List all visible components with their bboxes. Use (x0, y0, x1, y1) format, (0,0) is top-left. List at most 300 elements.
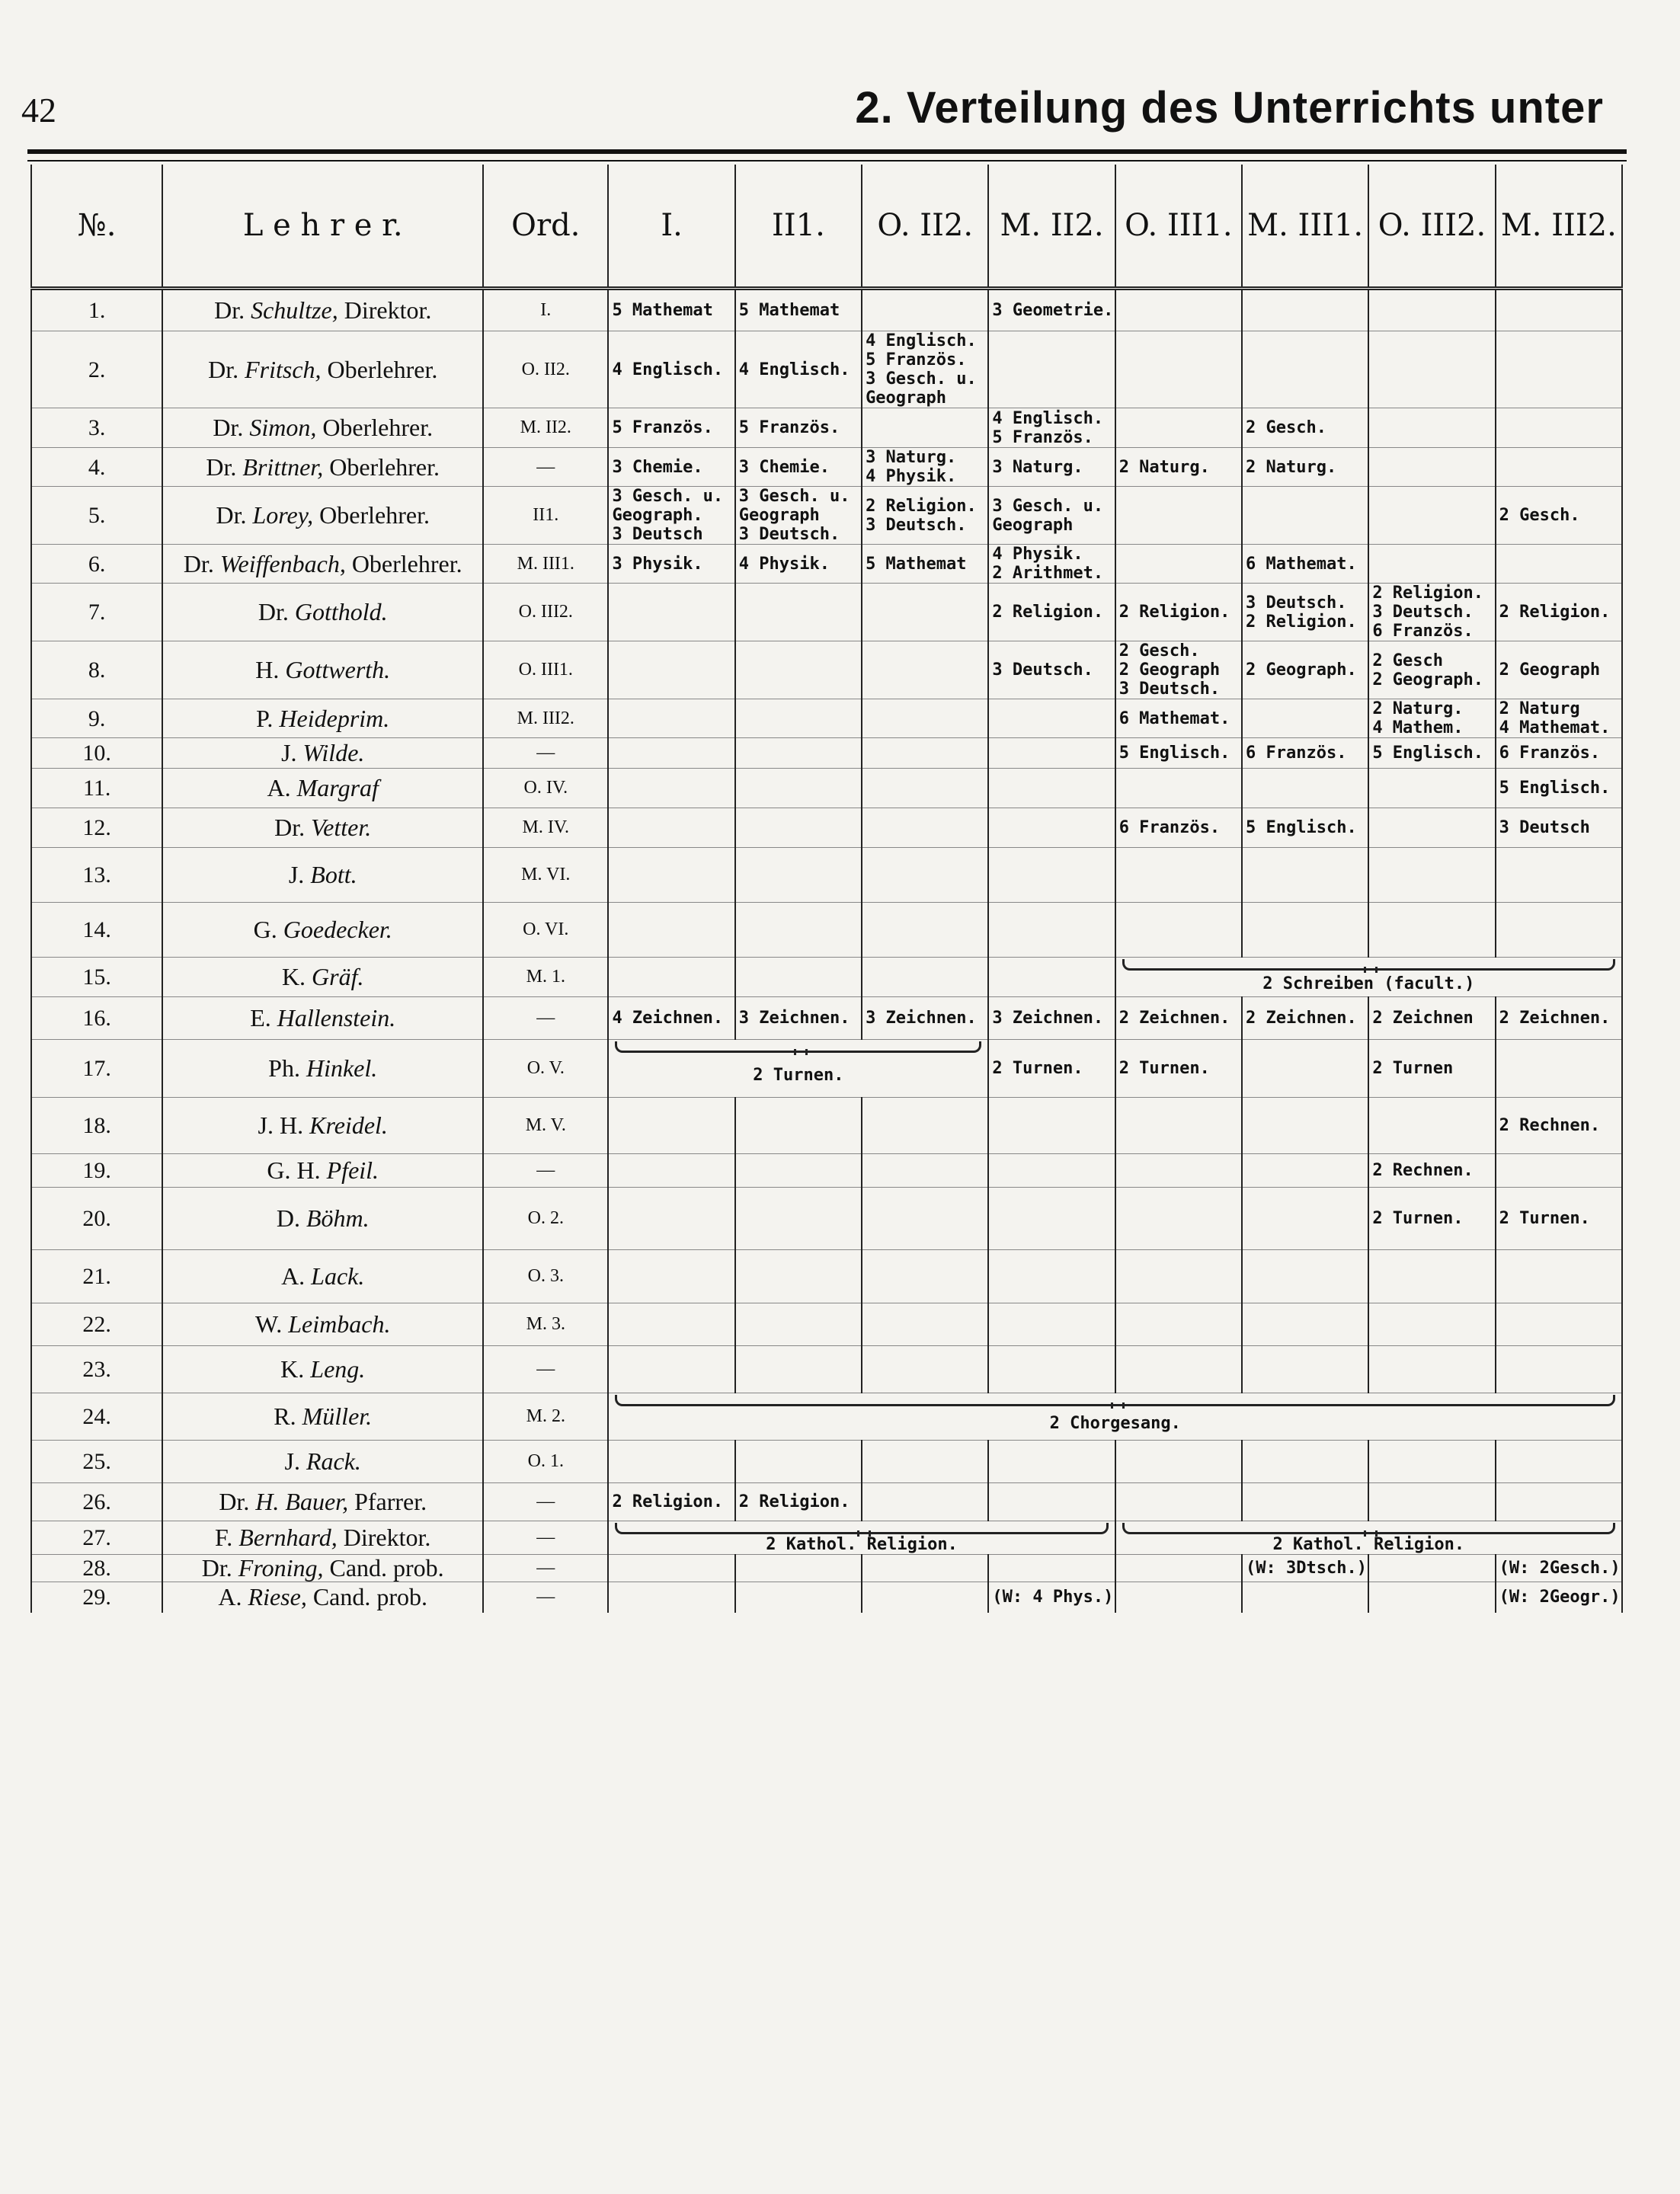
cell-line: 5 Mathemat (738, 301, 840, 320)
teacher-name: Margraf (296, 774, 379, 801)
cell-line: 4 Mathemat. (1499, 718, 1611, 737)
lesson-cell (1115, 1040, 1242, 1098)
header-rule-thin (27, 160, 1627, 162)
table-row (31, 738, 1622, 769)
lesson-cell (988, 1555, 1115, 1582)
table-row (31, 331, 1622, 408)
teacher-prefix: G. H. (267, 1156, 327, 1184)
cell-line: 2 Religion. (612, 1492, 724, 1511)
cell-line: (W: 2Gesch.) (1499, 1559, 1621, 1578)
cell-line: 9. (88, 705, 106, 731)
lesson-cell (1242, 997, 1368, 1040)
cell-line: O. 3. (527, 1266, 564, 1286)
cell-line: (W: 2Geogr.) (1499, 1588, 1621, 1607)
cell-line: 3 Deutsch. (992, 660, 1093, 680)
shared-lesson (608, 1393, 1622, 1441)
cell-line: (W: 3Dtsch.) (1246, 1559, 1367, 1578)
lesson-cell (1115, 408, 1242, 448)
lesson-cell (862, 1188, 988, 1250)
lesson-cell (988, 769, 1115, 808)
lesson-cell (862, 487, 988, 545)
teacher-prefix: A. (218, 1583, 248, 1611)
cell-line: 2 Geograph. (1372, 670, 1484, 689)
lesson-cell (1496, 408, 1622, 448)
lesson-cell (608, 699, 734, 738)
lesson-cell (988, 331, 1115, 408)
ordinariat (483, 1098, 608, 1154)
cell-line: 6 Französ. (1118, 818, 1221, 837)
cell-line: 5 Französ. (738, 418, 840, 437)
lesson-cell (1242, 487, 1368, 545)
cell-line: 13. (82, 862, 111, 888)
brace-note: 2 Kathol. Religion. (1272, 1535, 1465, 1554)
cell-line: 2 Naturg. (1372, 699, 1464, 718)
teacher-cell (162, 1346, 483, 1393)
table-row (31, 289, 1622, 331)
col-c7: O. III2. (1368, 165, 1495, 289)
lesson-cell (1242, 289, 1368, 331)
row-number (31, 1346, 162, 1393)
cell-line: 14. (82, 917, 111, 942)
cell-line: M. 3. (526, 1314, 565, 1334)
lesson-cell (1242, 641, 1368, 699)
lesson-cell (1368, 997, 1495, 1040)
lesson-cell (1368, 1098, 1495, 1154)
teacher-prefix: J. (288, 861, 311, 888)
lesson-cell (608, 997, 734, 1040)
lesson-cell (862, 769, 988, 808)
ordinariat (483, 1154, 608, 1188)
table-row (31, 1582, 1622, 1613)
lesson-cell (1368, 487, 1495, 545)
lesson-cell (1115, 584, 1242, 641)
lesson-cell (1368, 1154, 1495, 1188)
ordinariat (483, 1346, 608, 1393)
table-row (31, 808, 1622, 848)
teacher-cell (162, 738, 483, 769)
teacher-cell (162, 1483, 483, 1521)
lesson-cell (608, 808, 734, 848)
cell-line: 5 Französ. (866, 350, 967, 369)
cell-line: 4. (88, 454, 106, 480)
lesson-cell (735, 1483, 862, 1521)
lesson-cell (1115, 289, 1242, 331)
lesson-cell (1115, 1582, 1242, 1613)
ordinariat (483, 408, 608, 448)
lesson-cell (1496, 545, 1622, 584)
cell-line: 4 Englisch. (992, 408, 1104, 428)
col-c6: M. III1. (1242, 165, 1368, 289)
cell-line: (W: 4 Phys.) (992, 1588, 1114, 1607)
lesson-cell (735, 641, 862, 699)
table-row (31, 408, 1622, 448)
teacher-prefix: G. (253, 916, 283, 943)
cell-line: — (536, 743, 555, 763)
row-number (31, 1483, 162, 1521)
lesson-cell (988, 1346, 1115, 1393)
lesson-cell (608, 408, 734, 448)
teacher-name: Fritsch, (245, 355, 322, 383)
ordinariat (483, 584, 608, 641)
brace-mid-mark (857, 1530, 871, 1537)
table-row (31, 958, 1622, 997)
lesson-cell (1242, 448, 1368, 487)
ordinariat (483, 641, 608, 699)
shared-lesson (608, 1040, 988, 1098)
teacher-title: Oberlehrer. (345, 549, 462, 577)
row-number (31, 545, 162, 584)
brace-note: 2 Chorgesang. (1049, 1414, 1181, 1433)
teacher-title: Cand. prob. (306, 1583, 428, 1611)
lesson-cell (1496, 1098, 1622, 1154)
cell-line: 3 Deutsch (612, 525, 703, 544)
teacher-name: Riese, (248, 1583, 307, 1611)
lesson-cell (1496, 1346, 1622, 1393)
teacher-cell (162, 1098, 483, 1154)
cell-line: Geograph. (612, 506, 703, 525)
cell-line: 4 Zeichnen. (612, 1009, 724, 1028)
table-row (31, 848, 1622, 903)
cell-line: O. 1. (527, 1451, 564, 1471)
lesson-cell (735, 584, 862, 641)
teacher-name: Goedecker. (283, 916, 392, 943)
cell-line: 6 Mathemat. (1118, 708, 1230, 728)
cell-line: 3 Physik. (612, 554, 703, 574)
cell-line: 10. (82, 740, 111, 766)
row-number (31, 448, 162, 487)
lesson-cell (862, 699, 988, 738)
lesson-cell (1496, 1582, 1622, 1613)
lesson-cell (988, 1188, 1115, 1250)
teacher-prefix: Dr. (183, 549, 220, 577)
lesson-cell (608, 738, 734, 769)
lesson-cell (1368, 1555, 1495, 1582)
row-number (31, 1303, 162, 1346)
lesson-cell (1115, 738, 1242, 769)
cell-line: 3 Chemie. (612, 457, 703, 477)
lesson-cell (862, 545, 988, 584)
lesson-cell (862, 1098, 988, 1154)
ordinariat (483, 1483, 608, 1521)
row-number (31, 289, 162, 331)
cell-line: 28. (82, 1556, 111, 1581)
lesson-cell (608, 1154, 734, 1188)
table-row (31, 1393, 1622, 1441)
cell-line: 3 Deutsch. (1372, 603, 1474, 622)
cell-line: 3 Deutsch. (738, 525, 840, 544)
lesson-cell (608, 1303, 734, 1346)
lesson-cell (735, 1441, 862, 1483)
teacher-prefix: F. (215, 1524, 239, 1551)
table-row (31, 1521, 1622, 1555)
lesson-cell (1496, 769, 1622, 808)
lesson-cell (608, 1098, 734, 1154)
teacher-prefix: Dr. (219, 1488, 256, 1515)
lesson-cell (862, 641, 988, 699)
cell-line: 2 Religion. (866, 496, 977, 516)
lesson-cell (988, 408, 1115, 448)
cell-line: 3 Zeichnen. (866, 1009, 977, 1028)
cell-line: O. V. (526, 1058, 565, 1078)
lesson-cell (1368, 1346, 1495, 1393)
teacher-name: Leng. (310, 1355, 366, 1383)
ordinariat (483, 545, 608, 584)
cell-line: M. 2. (526, 1406, 565, 1426)
lesson-cell (1115, 448, 1242, 487)
lesson-cell (1368, 738, 1495, 769)
cell-line: 3 Chemie. (738, 457, 830, 477)
teacher-name: Gotthold. (294, 598, 388, 625)
cell-line: 2 Geograph. (1246, 660, 1357, 680)
teacher-name: Bernhard, (238, 1524, 338, 1551)
teacher-title: Oberlehrer. (321, 355, 438, 383)
cell-line: 2 Gesch. (1499, 506, 1580, 525)
lesson-cell (988, 1483, 1115, 1521)
cell-line: 2 Zeichnen. (1246, 1009, 1357, 1028)
teacher-prefix: R. (274, 1402, 302, 1430)
lesson-cell (862, 958, 988, 997)
lesson-cell (1115, 997, 1242, 1040)
lesson-cell (735, 997, 862, 1040)
teacher-cell (162, 808, 483, 848)
teacher-name: Simon, (249, 414, 317, 441)
lesson-cell (988, 1582, 1115, 1613)
teacher-name: Heideprim. (279, 704, 390, 732)
cell-line: 6. (88, 551, 106, 577)
shared-lesson (1115, 958, 1622, 997)
lesson-cell (1496, 1441, 1622, 1483)
lesson-cell (1496, 448, 1622, 487)
teacher-name: Lack. (311, 1262, 365, 1290)
lesson-cell (862, 1250, 988, 1303)
teacher-name: Böhm. (306, 1204, 370, 1232)
cell-line: — (536, 1492, 555, 1511)
cell-line: — (536, 456, 555, 477)
teacher-title: Oberlehrer. (323, 453, 440, 481)
lesson-cell (1496, 903, 1622, 958)
teacher-prefix: W. (254, 1310, 289, 1338)
teacher-cell (162, 1303, 483, 1346)
teacher-prefix: D. (276, 1204, 306, 1232)
lesson-cell (735, 448, 862, 487)
lesson-cell (1242, 1098, 1368, 1154)
teacher-name: Müller. (302, 1402, 373, 1430)
cell-line: 2 Naturg. (1246, 457, 1337, 477)
lesson-cell (735, 738, 862, 769)
lesson-cell (735, 1346, 862, 1393)
lesson-cell (608, 1555, 734, 1582)
teacher-prefix: Dr. (213, 414, 250, 441)
lesson-cell (608, 1188, 734, 1250)
teacher-prefix: J. (284, 1447, 306, 1475)
cell-line: 3 Gesch. u. (612, 487, 724, 506)
cell-line: 3 Gesch. u. (866, 369, 977, 389)
teacher-cell (162, 641, 483, 699)
teacher-prefix: K. (281, 963, 312, 990)
teacher-cell (162, 958, 483, 997)
cell-line: 5 Mathemat (866, 554, 967, 574)
cell-line: 5 Französ. (992, 427, 1093, 447)
lesson-cell (988, 487, 1115, 545)
teacher-cell (162, 1393, 483, 1441)
cell-line: 2 Religion. (992, 603, 1104, 622)
lesson-cell (1242, 848, 1368, 903)
lesson-cell (608, 487, 734, 545)
lesson-cell (988, 289, 1115, 331)
teacher-cell (162, 1154, 483, 1188)
lesson-cell (1368, 641, 1495, 699)
teacher-name: Lorey, (252, 501, 314, 529)
cell-line: 21. (82, 1264, 111, 1289)
row-number (31, 487, 162, 545)
row-number (31, 1521, 162, 1555)
cell-line: 26. (82, 1489, 111, 1514)
lesson-cell (1496, 1303, 1622, 1346)
teacher-cell (162, 1040, 483, 1098)
col-c4: M. II2. (988, 165, 1115, 289)
teacher-prefix: Dr. (208, 355, 245, 383)
teacher-name: Leimbach. (288, 1310, 391, 1338)
table-row (31, 1154, 1622, 1188)
lesson-cell (862, 408, 988, 448)
teacher-prefix: Dr. (214, 296, 251, 324)
teacher-name: Vetter. (311, 814, 372, 841)
cell-line: 29. (82, 1585, 111, 1610)
lesson-cell (1115, 808, 1242, 848)
cell-line: 5 Französ. (612, 418, 713, 437)
cell-line: 24. (82, 1404, 111, 1429)
teacher-name: Schultze, (251, 296, 338, 324)
lesson-cell (1242, 808, 1368, 848)
cell-line: — (536, 1008, 555, 1028)
brace-mid-mark (1111, 1402, 1125, 1409)
lesson-cell (1115, 641, 1242, 699)
cell-line: 3 Naturg. (866, 448, 957, 467)
cell-line: 5 Englisch. (1499, 779, 1611, 798)
cell-line: 3 Gesch. u. (738, 487, 850, 506)
lesson-cell (988, 958, 1115, 997)
teacher-cell (162, 769, 483, 808)
lesson-cell (988, 848, 1115, 903)
brace-mid-mark (1364, 1530, 1378, 1537)
row-number (31, 848, 162, 903)
cell-line: 6 Französ. (1372, 622, 1474, 641)
row-number (31, 1393, 162, 1441)
table-row (31, 1250, 1622, 1303)
ordinariat (483, 289, 608, 331)
cell-line: M. 1. (526, 967, 565, 987)
cell-line: M. III2. (517, 708, 574, 728)
cell-line: M. V. (525, 1115, 566, 1135)
lesson-cell (862, 997, 988, 1040)
lesson-cell (1242, 699, 1368, 738)
teacher-cell (162, 1441, 483, 1483)
cell-line: 2 Rechnen. (1499, 1116, 1601, 1135)
lesson-cell (1115, 903, 1242, 958)
teacher-name: Brittner, (242, 453, 324, 481)
teacher-cell (162, 699, 483, 738)
cell-line: — (536, 1527, 555, 1547)
lesson-cell (862, 903, 988, 958)
teacher-cell (162, 487, 483, 545)
cell-line: 2 Zeichnen. (1118, 1009, 1230, 1028)
table-row (31, 641, 1622, 699)
lesson-cell (608, 545, 734, 584)
lesson-cell (1496, 641, 1622, 699)
teacher-prefix: Dr. (201, 1554, 238, 1582)
lesson-cell (862, 1582, 988, 1613)
cell-line: 7. (88, 600, 106, 625)
lesson-cell (1115, 1483, 1242, 1521)
lesson-cell (1368, 808, 1495, 848)
row-number (31, 769, 162, 808)
lesson-cell (608, 1346, 734, 1393)
table-row (31, 997, 1622, 1040)
ordinariat (483, 738, 608, 769)
lesson-cell (988, 448, 1115, 487)
cell-line: 2 Naturg. (1118, 457, 1210, 477)
lesson-cell (1115, 331, 1242, 408)
table-row (31, 1303, 1622, 1346)
lesson-cell (1368, 1188, 1495, 1250)
lesson-cell (1115, 848, 1242, 903)
lesson-cell (735, 1154, 862, 1188)
cell-line: 4 Englisch. (612, 360, 724, 379)
col-c8: M. III2. (1496, 165, 1622, 289)
header-row (31, 165, 1622, 289)
row-number (31, 331, 162, 408)
cell-line: 2 Turnen. (1118, 1059, 1210, 1078)
cell-line: 3 Deutsch. (1118, 680, 1221, 699)
table-row (31, 1040, 1622, 1098)
cell-line: 2 Gesch. (1246, 418, 1326, 437)
brace-mid-mark (1364, 967, 1378, 973)
lesson-cell (735, 958, 862, 997)
header-rule (27, 149, 1627, 154)
row-number (31, 1582, 162, 1613)
cell-line: 4 Physik. (738, 554, 830, 574)
cell-line: M. III1. (517, 553, 574, 574)
cell-line: 1. (88, 298, 106, 323)
lesson-cell (1115, 1303, 1242, 1346)
lesson-cell (1496, 487, 1622, 545)
lesson-cell (1242, 1303, 1368, 1346)
lesson-cell (988, 1441, 1115, 1483)
cell-line: 2 Geograph (1118, 660, 1221, 680)
lesson-cell (735, 1582, 862, 1613)
ordinariat (483, 699, 608, 738)
cell-line: 3 Zeichnen. (738, 1009, 850, 1028)
teacher-name: Rack. (306, 1447, 361, 1475)
teacher-cell (162, 997, 483, 1040)
row-number (31, 1154, 162, 1188)
lesson-cell (1242, 1441, 1368, 1483)
cell-line: — (536, 1558, 555, 1578)
cell-line: — (536, 1160, 555, 1180)
table-row (31, 1555, 1622, 1582)
cell-line: 16. (82, 1006, 111, 1031)
lesson-cell (1368, 408, 1495, 448)
cell-line: 2 Religion. (1118, 603, 1230, 622)
cell-line: M. VI. (521, 865, 571, 884)
lesson-cell (735, 699, 862, 738)
page-number: 42 (21, 91, 56, 130)
cell-line: O. VI. (523, 919, 569, 939)
lesson-cell (1115, 1188, 1242, 1250)
cell-line: II1. (533, 505, 559, 525)
lesson-cell (1242, 331, 1368, 408)
cell-line: 8. (88, 657, 106, 683)
